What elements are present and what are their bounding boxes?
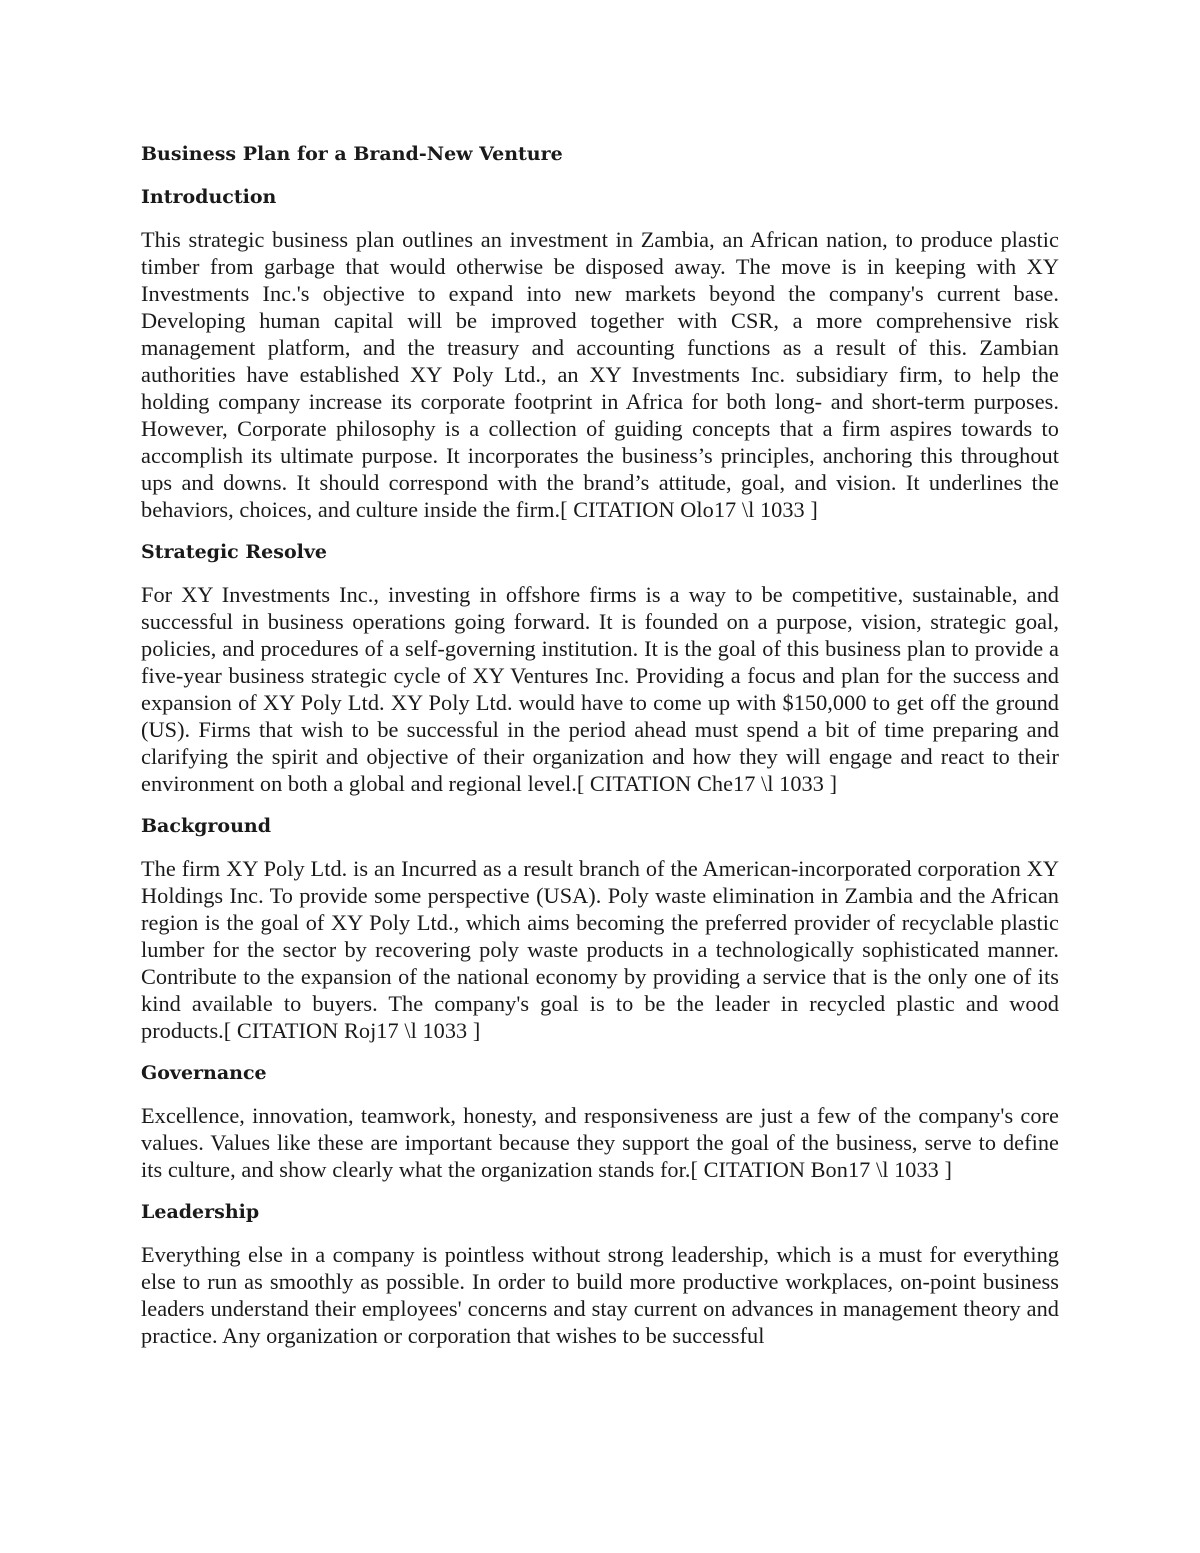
section-body-governance: Excellence, innovation, teamwork, honesty, and responsiveness are just a few of the company's core values. Values like these are important because they support the goal of the business, serve to define its culture, and show clearly what the organization stands for.[ CITATION Bon17 \l 1033 ] xyxy=(141,1103,1059,1182)
section-body-strategic-resolve: For XY Investments Inc., investing in offshore firms is a way to be competitive, sustainable, and successful in business operations going forward. It is founded on a purpose, vision, strategic goal, policies, and procedures of a self-governing institution. It is the goal of this business plan to provide a five-year business strategic cycle of XY Ventures Inc. Providing a focus and plan for the success and expansion of XY Poly Ltd. XY Poly Ltd. would have to come up with $150,000 to get off the ground (US). Firms that wish to be successful in the period ahead must spend a bit of time preparing and clarifying the spirit and objective of their organization and how they will engage and react to their environment on both a global and regional level.[ CITATION Che17 \l 1033 ] xyxy=(141,582,1059,796)
section-heading-governance: Governance xyxy=(141,1062,267,1084)
document-page xyxy=(141,140,1059,1349)
document-title: Business Plan for a Brand-New Venture xyxy=(141,143,563,165)
section-body-background: The firm XY Poly Ltd. is an Incurred as a result branch of the American-incorporated corporation XY Holdings Inc. To provide some perspective (USA). Poly waste elimination in Zambia and the African region is the goal of XY Poly Ltd., which aims becoming the preferred provider of recyclable plastic lumber for the sector by recovering poly waste products in a technologically sophisticated manner. Contribute to the expansion of the national economy by providing a service that is the only one of its kind available to buyers. The company's goal is to be the leader in recycled plastic and wood products.[ CITATION Roj17 \l 1033 ] xyxy=(141,856,1059,1043)
section-heading-introduction: Introduction xyxy=(141,186,277,208)
section-heading-strategic-resolve: Strategic Resolve xyxy=(141,541,327,563)
section-body-leadership: Everything else in a company is pointless without strong leadership, which is a must for everything else to run as smoothly as possible. In order to build more productive workplaces, on-point business leaders understand their employees' concerns and stay current on advances in management theory and practice. Any organization or corporation that wishes to be successful xyxy=(141,1242,1059,1348)
section-heading-leadership: Leadership xyxy=(141,1201,260,1223)
section-heading-background: Background xyxy=(141,815,271,837)
section-body-introduction: This strategic business plan outlines an investment in Zambia, an African nation, to produce plastic timber from garbage that would otherwise be disposed away. The move is in keeping with XY Investments Inc.'s objective to expand into new markets beyond the company's current base. Developing human capital will be improved together with CSR, a more comprehensive risk management platform, and the treasury and accounting functions as a result of this. Zambian authorities have established XY Poly Ltd., an XY Investments Inc. subsidiary firm, to help the holding company increase its corporate footprint in Africa for both long- and short-term purposes. However, Corporate philosophy is a collection of guiding concepts that a firm aspires towards to accomplish its ultimate purpose. It incorporates the business’s principles, anchoring this throughout ups and downs. It should correspond with the brand’s attitude, goal, and vision. It underlines the behaviors, choices, and culture inside the firm.[ CITATION Olo17 \l 1033 ] xyxy=(141,227,1059,522)
